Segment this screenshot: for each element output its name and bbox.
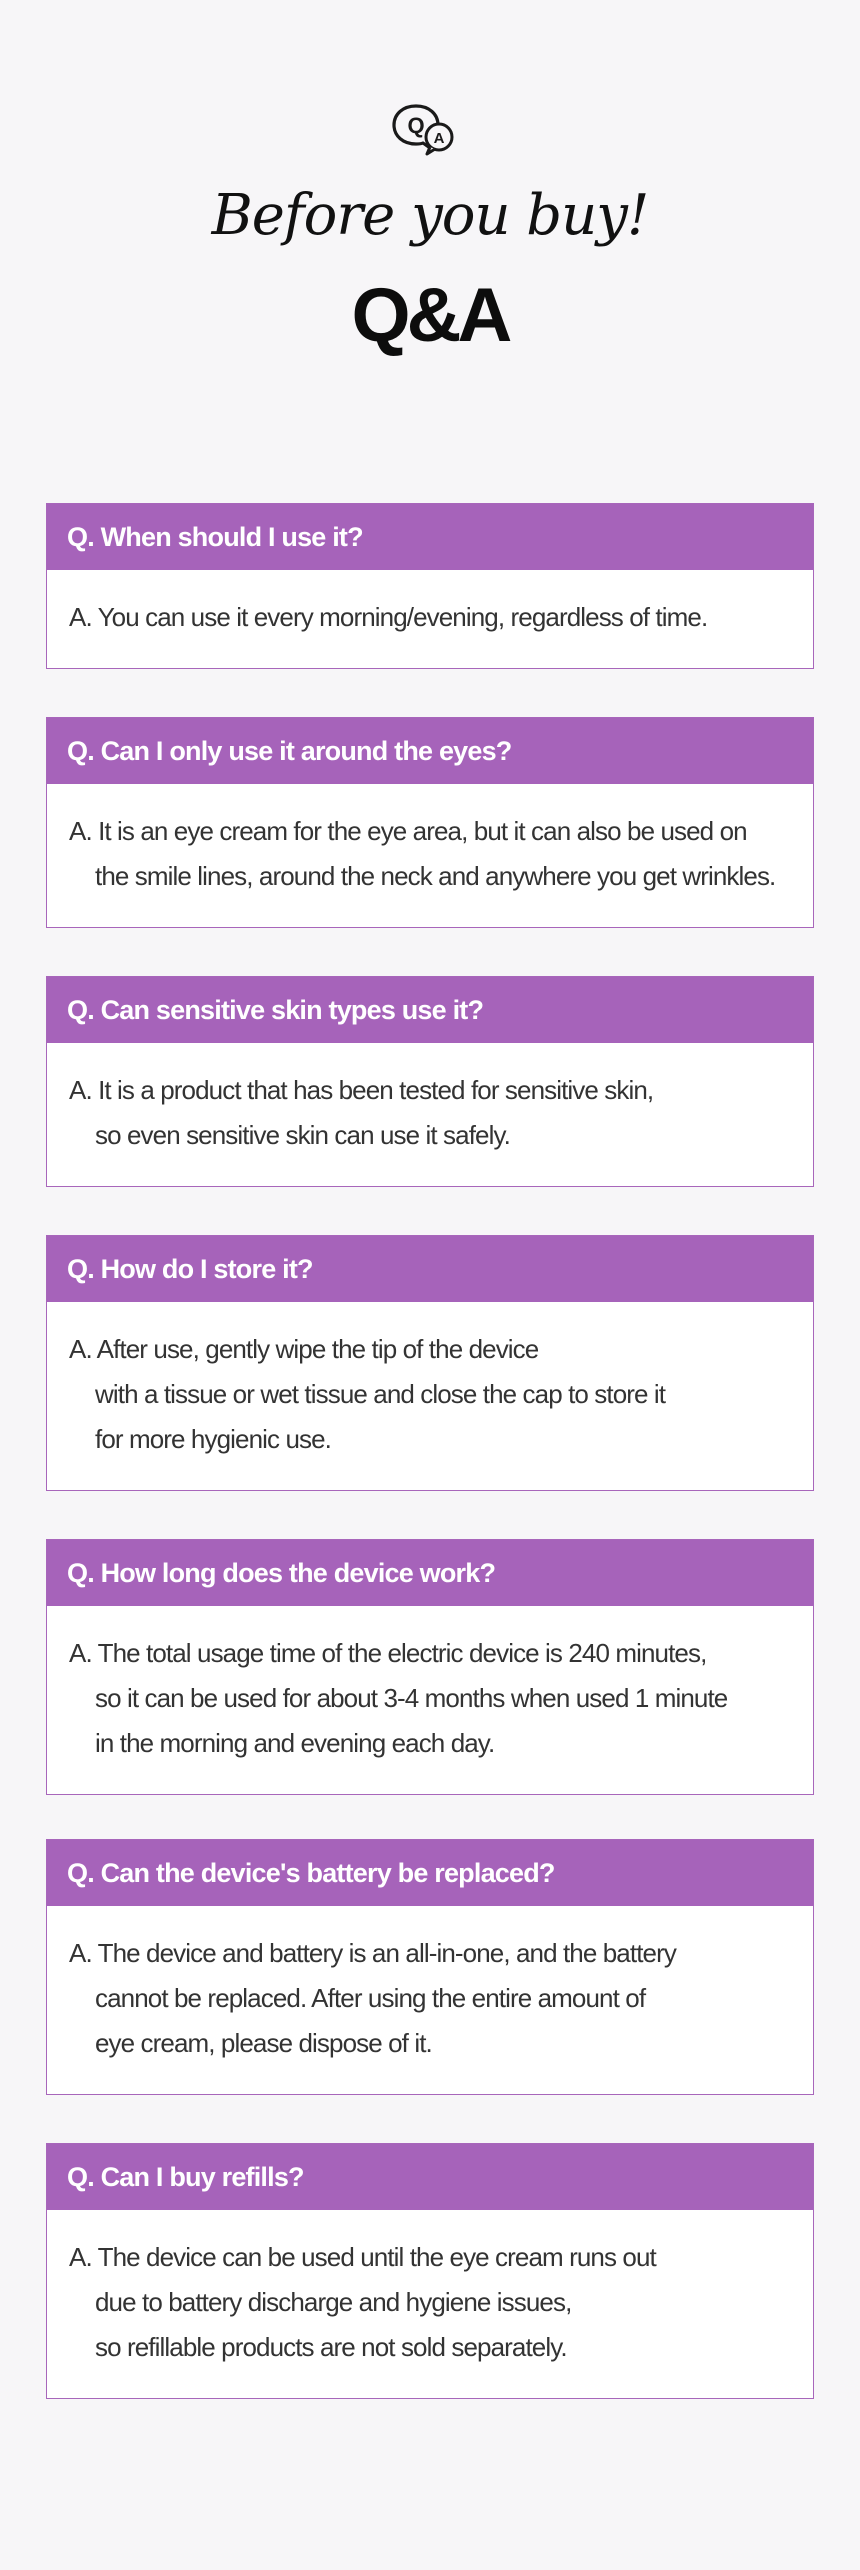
faq-answer-line: A. It is a product that has been tested for sensitive skin, — [69, 1075, 654, 1105]
faq-question: Q. Can I buy refills? — [47, 2144, 813, 2210]
qa-speech-bubbles-icon — [390, 102, 456, 158]
faq-answer-line: so it can be used for about 3-4 months when used 1 minute — [95, 1683, 728, 1713]
faq-answer-line: the smile lines, around the neck and anywhere you get wrinkles. — [95, 861, 776, 891]
faq-question: Q. How do I store it? — [47, 1236, 813, 1302]
faq-answer-line: so even sensitive skin can use it safely. — [95, 1120, 510, 1150]
faq-question: Q. How long does the device work? — [47, 1540, 813, 1606]
faq-answer-line: so refillable products are not sold separately. — [95, 2332, 567, 2362]
subtitle: Before you buy! — [211, 183, 649, 248]
faq-answer — [47, 1606, 813, 1794]
faq-answer — [47, 1043, 813, 1186]
faq-answer-line: with a tissue or wet tissue and close the cap to store it — [95, 1379, 666, 1409]
faq-item — [46, 2143, 814, 2399]
faq-answer — [47, 1302, 813, 1490]
faq-answer-line: A. You can use it every morning/evening, regardless of time. — [69, 602, 708, 632]
faq-list — [46, 503, 814, 2399]
faq-answer — [47, 784, 813, 927]
faq-answer-line: A. The total usage time of the electric device is 240 minutes, — [69, 1638, 707, 1668]
faq-answer-line: cannot be replaced. After using the entire amount of — [95, 1983, 646, 2013]
faq-answer — [47, 2210, 813, 2398]
faq-answer-line: A. It is an eye cream for the eye area, but it can also be used on — [69, 816, 747, 846]
page-title: Q&A — [351, 273, 509, 358]
faq-answer-line: A. After use, gently wipe the tip of the device — [69, 1334, 539, 1364]
faq-item — [46, 1839, 814, 2095]
faq-item — [46, 1235, 814, 1491]
faq-answer — [47, 570, 813, 668]
faq-question: Q. When should I use it? — [47, 504, 813, 570]
faq-item — [46, 717, 814, 928]
svg-text:Q: Q — [407, 113, 425, 138]
faq-item — [46, 976, 814, 1187]
faq-answer-line: eye cream, please dispose of it. — [95, 2028, 432, 2058]
faq-answer — [47, 1906, 813, 2094]
faq-item — [46, 503, 814, 669]
faq-question: Q. Can sensitive skin types use it? — [47, 977, 813, 1043]
faq-answer-line: due to battery discharge and hygiene issues, — [95, 2287, 572, 2317]
qa-header — [0, 0, 860, 420]
faq-item — [46, 1539, 814, 1795]
faq-answer-line: A. The device and battery is an all-in-one, and the battery — [69, 1938, 676, 1968]
faq-answer-line: A. The device can be used until the eye cream runs out — [69, 2242, 656, 2272]
svg-text:A: A — [433, 130, 445, 147]
faq-answer-line: for more hygienic use. — [95, 1424, 331, 1454]
faq-question: Q. Can the device's battery be replaced? — [47, 1840, 813, 1906]
faq-question: Q. Can I only use it around the eyes? — [47, 718, 813, 784]
faq-answer-line: in the morning and evening each day. — [95, 1728, 495, 1758]
